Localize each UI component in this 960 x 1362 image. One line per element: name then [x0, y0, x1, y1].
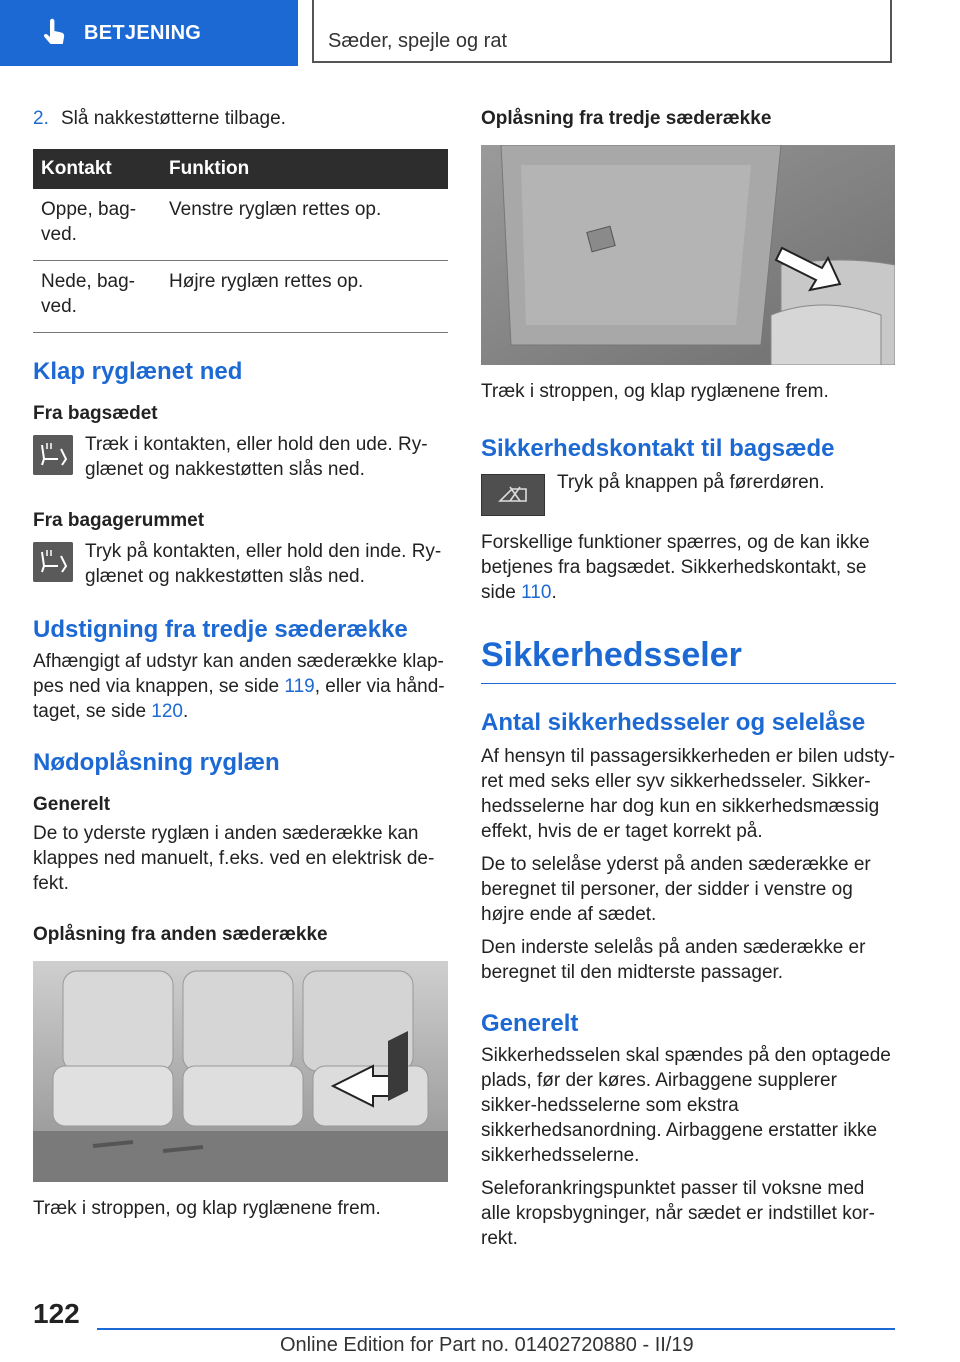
text-antal-1: Af hensyn til passagersikkerheden er bilen udsty-ret med seks eller syv sikkerhedsseler. Sikker-hedsselerne har dog kun en sikkerhedsmæssig effekt, hvis de er taget korrekt på.: [481, 746, 896, 842]
text-bagagerum: Tryk på kontakten, eller hold den inde. Ry-glænet og nakkestøtten slås ned.: [85, 541, 442, 587]
subheading-bagagerum: Fra bagagerummet: [33, 510, 205, 531]
hand-pointer-icon: [38, 17, 70, 49]
instruction-bagsaedet: [33, 432, 448, 482]
text-bagsaedet: Træk i kontakten, eller hold den ude. Ry-glænet og nakkestøtten slås ned.: [85, 434, 428, 480]
text-generelt-1: Sikkerhedsselen skal spændes på den optagede plads, før der køres. Airbaggene supplerer sikker-hedsselerne som ekstra sikkerhedsanordning. Airbaggene erstatter ikke sikkerhedsselerne.: [481, 1045, 891, 1166]
table-header-kontakt: Kontakt: [33, 149, 161, 189]
chapter-title: Sæder, spejle og rat: [328, 30, 507, 52]
seat-fold-icon: [33, 435, 73, 475]
heading-sikkerhedsseler: Sikkerhedsseler: [481, 636, 742, 674]
text-tryk: Tryk på knappen på førerdøren.: [557, 472, 825, 493]
table-cell: Nede, bag-ved.: [33, 261, 161, 333]
seat-fold-icon: [33, 542, 73, 582]
heading-sikkerhedskontakt: Sikkerhedskontakt til bagsæde: [481, 435, 835, 462]
step-text: Slå nakkestøtterne tilbage.: [61, 108, 286, 129]
table-row: [33, 189, 448, 261]
third-row-seat-photo: [481, 145, 895, 365]
section-tab[interactable]: [0, 0, 298, 66]
text-generelt-2: Seleforankringspunktet passer til voksne med alle kropsbygninger, når sædet er indstillet kor-rekt.: [481, 1178, 875, 1249]
second-row-seat-photo: [33, 961, 448, 1182]
page-link-119[interactable]: 119: [284, 676, 315, 697]
table-row: [33, 261, 448, 333]
page-header: [0, 0, 960, 66]
text-antal-3: Den inderste selelås på anden sæderække er beregnet til den midterste passager.: [481, 937, 866, 983]
subheading-tredje: Oplåsning fra tredje sæderække: [481, 108, 772, 129]
text-antal-2: De to selelåse yderst på anden sæderække er beregnet til personer, der sidder i venstre og højre ende af sædet.: [481, 854, 871, 925]
heading-klap: Klap ryglænet ned: [33, 358, 243, 385]
step-item: [33, 106, 448, 131]
edition-note: Online Edition for Part no. 01402720880 - II/19: [280, 1334, 694, 1356]
subheading-generelt: Generelt: [33, 794, 111, 815]
table-cell: Oppe, bag-ved.: [33, 189, 161, 261]
subheading-bagsaedet: Fra bagsædet: [33, 403, 158, 424]
table-cell: Højre ryglæn rettes op.: [161, 261, 448, 333]
left-column: [33, 96, 448, 1221]
caption-tredje: Træk i stroppen, og klap ryglænene frem.: [481, 381, 829, 402]
text-udstigning: Afhængigt af udstyr kan anden sæderække klap-pes ned via knappen, se side 119, eller via hånd-taget, se side 120.: [33, 651, 445, 722]
heading-rule: [481, 683, 896, 684]
heading-generelt: Generelt: [481, 1010, 579, 1037]
caption-anden: Træk i stroppen, og klap ryglænene frem.: [33, 1198, 381, 1219]
switch-function-table: [33, 149, 448, 333]
page-link-120[interactable]: 120: [151, 701, 183, 722]
chapter-tab: [312, 0, 892, 63]
subheading-anden: Oplåsning fra anden sæderække: [33, 924, 328, 945]
page-number: 122: [33, 1298, 80, 1329]
text-generelt: De to yderste ryglæn i anden sæderække kan klappes ned manuelt, f.eks. ved en elektrisk de-fekt.: [33, 823, 435, 894]
window-lock-button-icon: [481, 474, 545, 516]
right-column: [481, 96, 896, 1251]
heading-antal: Antal sikkerhedsseler og selelåse: [481, 709, 866, 736]
heading-udstigning: Udstigning fra tredje sæderække: [33, 616, 408, 643]
heading-nodoplasning: Nødoplåsning ryglæn: [33, 749, 280, 776]
page-link-110[interactable]: 110: [521, 582, 552, 603]
instruction-bagagerum: [33, 539, 448, 589]
table-header-funktion: Funktion: [161, 149, 448, 189]
instruction-sikkerhedskontakt: [481, 470, 896, 516]
table-cell: Venstre ryglæn rettes op.: [161, 189, 448, 261]
section-label: BETJENING: [84, 21, 202, 44]
text-forskellige: Forskellige funktioner spærres, og de kan ikke betjenes fra bagsædet. Sikkerhedskontakt, se side 110.: [481, 532, 870, 603]
step-number: 2.: [33, 108, 49, 129]
footer-rule: [97, 1328, 895, 1330]
